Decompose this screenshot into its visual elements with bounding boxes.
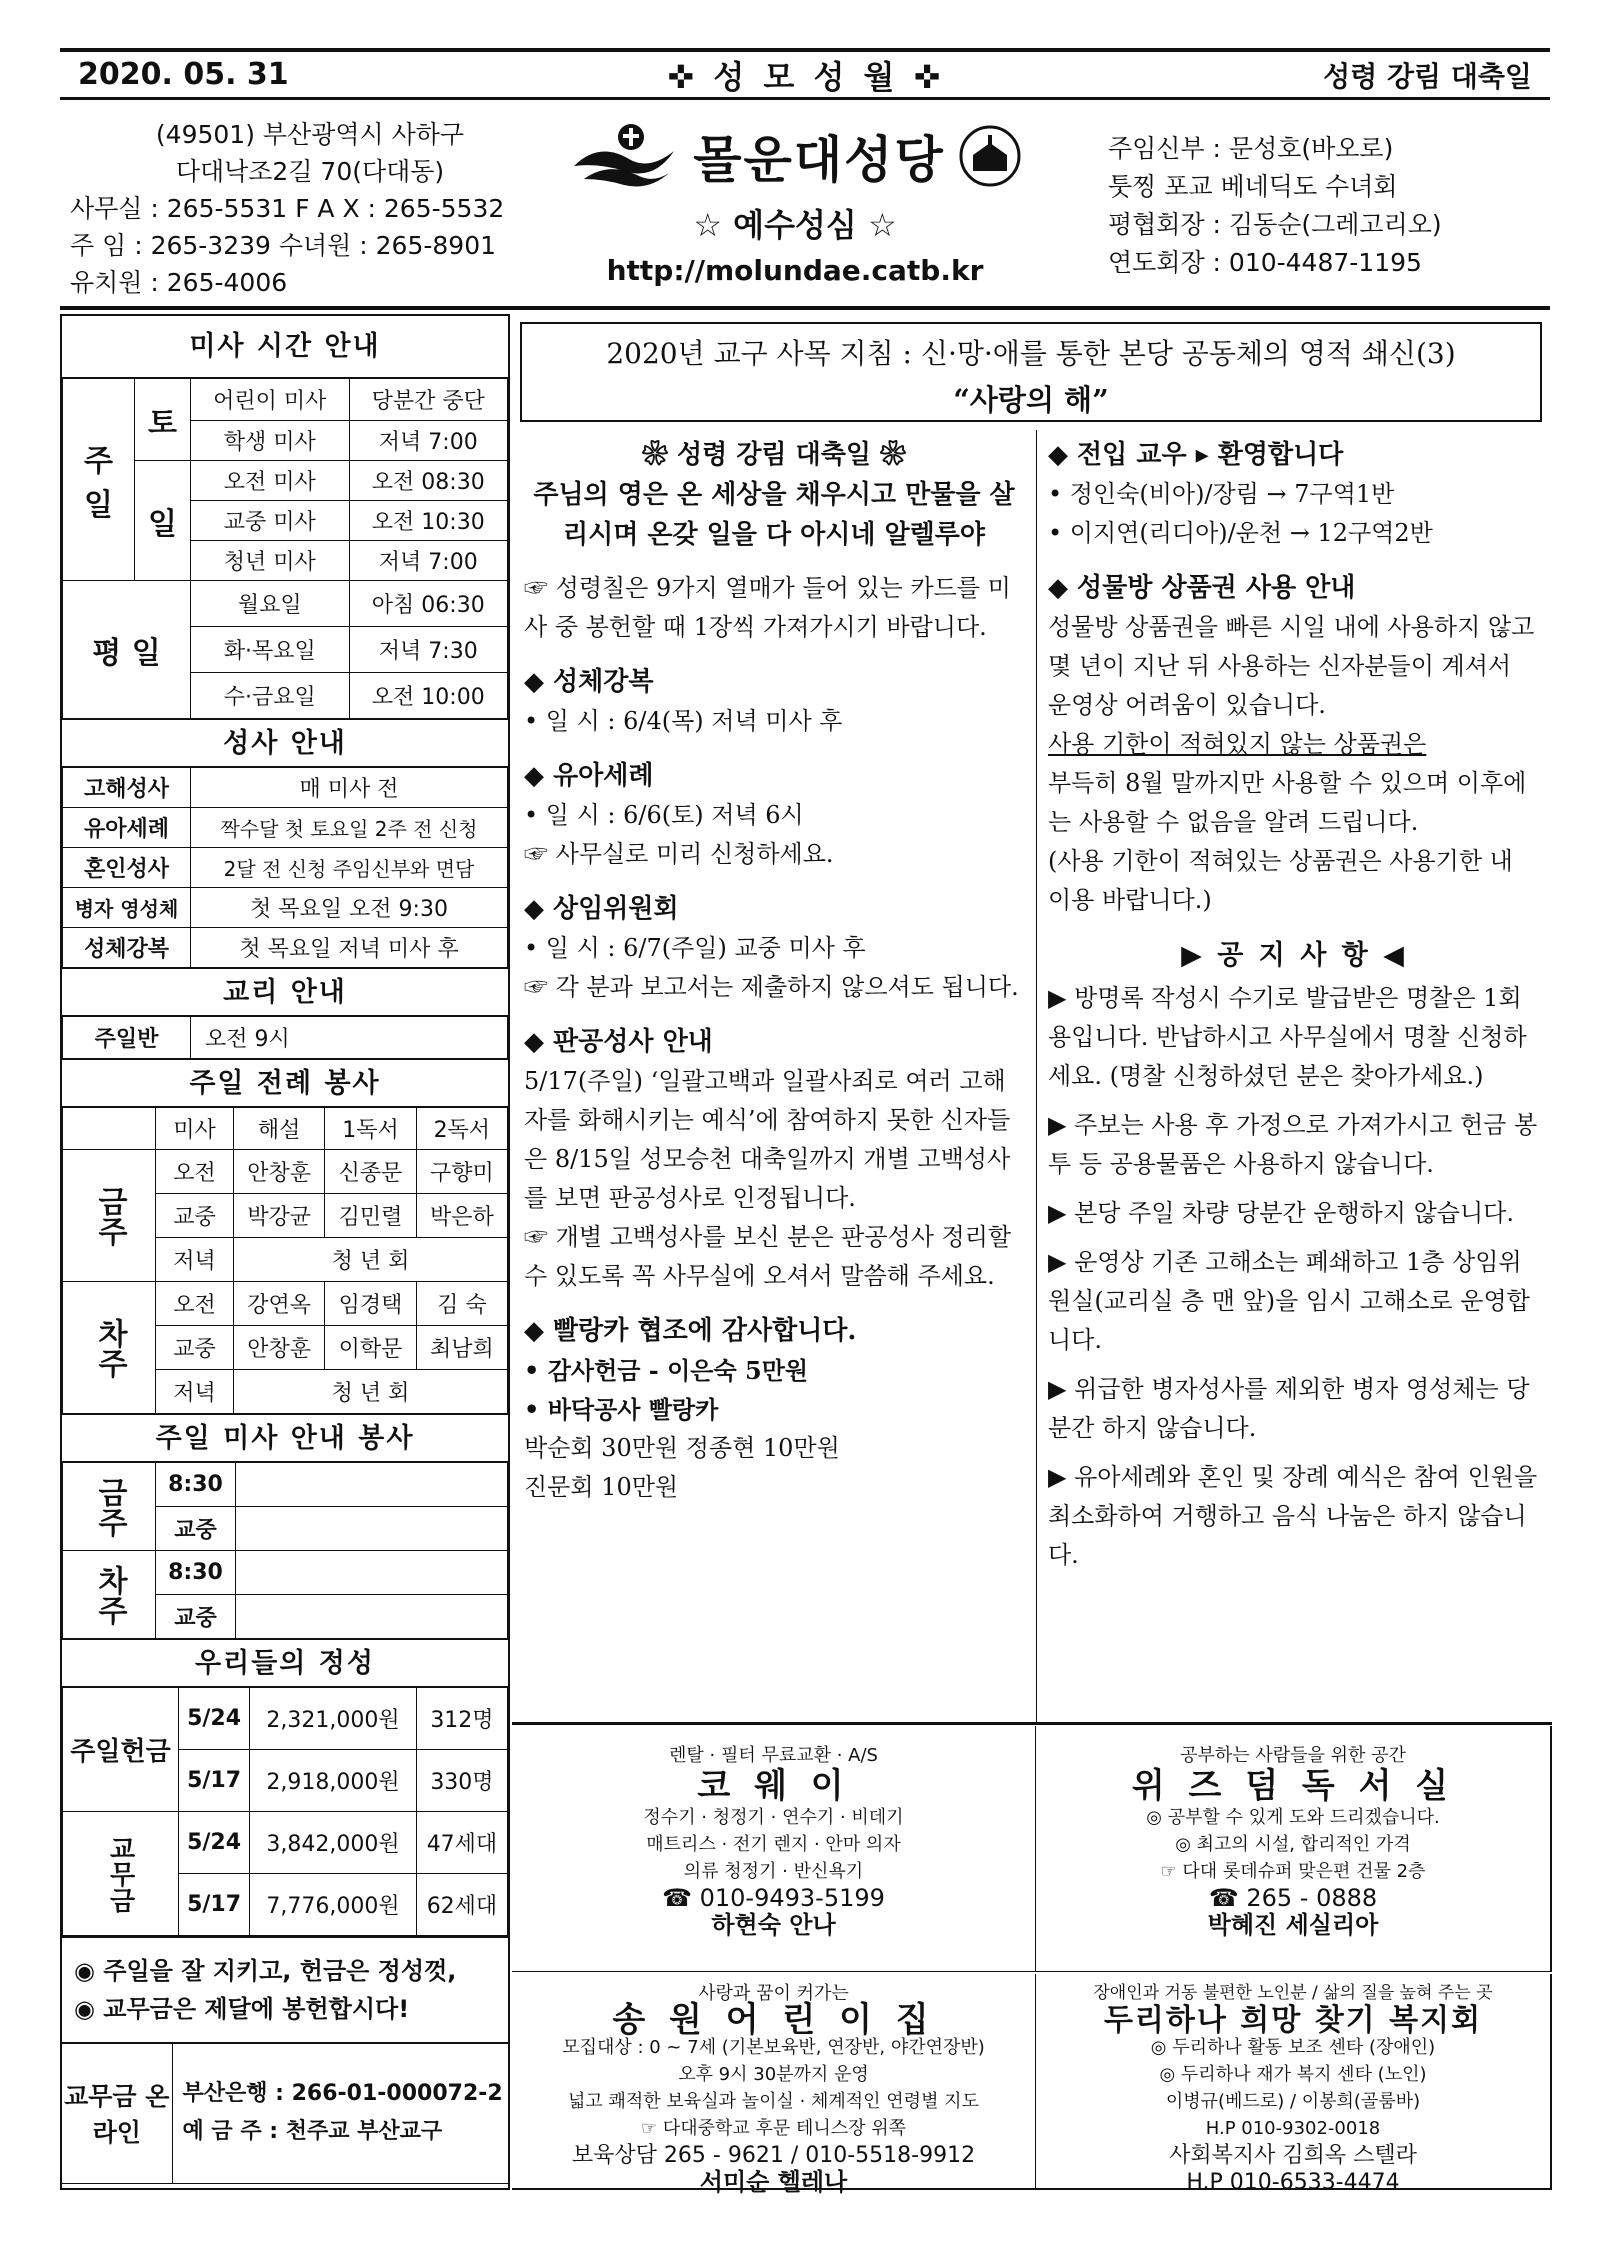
feast-heading: ❀ 성령 강림 대축일 ❀ [641,440,907,470]
ad-line: 모집대상 : 0 ~ 7세 (기본보육반, 연장반, 야간연장반) [562,2037,985,2058]
pastoral-banner [520,322,1542,422]
guide-title: 주일 미사 안내 봉사 [62,1414,508,1462]
article-line: • 일 시 : 6/7(주일) 교중 미사 후 [524,934,866,962]
liturgy-cell: 안창훈 [234,1150,325,1194]
ad-line: ◎ 두리하나 재가 복지 센타 (노인) [1159,2064,1427,2085]
dues-label: 교무금 [63,1812,179,1936]
guide-time: 교중 [156,1507,236,1551]
notice-item: ▶ 본당 주일 차량 당분간 운행하지 않습니다. [1048,1199,1514,1227]
mass-name: 화·목요일 [191,627,350,673]
liturgy-cell: 이학문 [325,1326,416,1370]
ad-line: 의류 청정기 · 반신욕기 [683,1861,864,1882]
article-line: 진문회 10만원 [524,1473,679,1501]
liturgy-head: 해설 [234,1108,325,1150]
guide-next-label: 차주 [63,1551,156,1639]
liturgy-head: 미사 [156,1108,234,1150]
ad-study-room [1036,1726,1552,1972]
offering-date: 5/24 [179,1812,250,1874]
sacrament-name: 고해성사 [63,768,191,808]
sacrament-info: 짝수달 첫 토요일 2주 전 신청 [191,808,508,848]
mass-table [62,378,508,719]
ad-subtitle: 공부하는 사람들을 위한 공간 [1180,1745,1406,1766]
article-line: ☞ 개별 고백성사를 보신 분은 판공성사 정리할 수 있도록 꼭 사무실에 오셔서 말씀해 주세요. [524,1223,1012,1290]
sacrament-info: 첫 목요일 오전 9:30 [191,888,508,928]
sat-label: 토 [135,379,191,461]
ad-phone: ☎ 265 - 0888 [1208,1884,1378,1912]
offering-date: 5/24 [179,1688,250,1750]
sacrament-name: 혼인성사 [63,848,191,888]
article-line: (사용 기한이 적혀있는 상품권은 사용기한 내 이용 바랍니다.) [1048,847,1513,914]
ad-line: H.P 010-9302-0018 [1205,2118,1381,2139]
ad-phone: 보육상담 265 - 9621 / 010-5518-9912 [571,2143,976,2168]
guide-time: 교중 [156,1595,236,1639]
ad-line: ☞ 다대 롯데슈퍼 맞은편 건물 2층 [1160,1861,1426,1882]
office-phone: 사무실 : 265-5531 F A X : 265-5532 [70,194,505,223]
liturgy-title: 주일 전례 봉사 [62,1059,508,1107]
offering-count: 62세대 [416,1874,507,1936]
zip-line: (49501) 부산광역시 사하구 [155,120,465,149]
church-logo-icon [569,121,679,191]
notice-item: ▶ 운영상 기존 고해소는 폐쇄하고 1층 상임위원실(교리실 층 맨 앞)을 임시 고해소로 운영합니다. [1048,1248,1530,1354]
notice-item: ▶ 유아세례와 혼인 및 장례 예식은 참여 인원을 최소화하여 거행하고 음식 나눔은 하지 않습니다. [1048,1463,1538,1569]
doctrine-table [62,1016,508,1059]
liturgy-cell: 교중 [156,1326,234,1370]
mass-name: 교중 미사 [191,501,350,541]
offering-date: 5/17 [179,1874,250,1936]
article-line: 성물방 상품권을 빠른 시일 내에 사용하지 않고 몇 년이 지난 뒤 사용하는 신자분들이 계셔서 운영상 어려움이 있습니다. [1048,613,1535,719]
liturgy-table [62,1107,508,1414]
article-heading: ◆ 성체강복 [524,667,654,697]
sacrament-info: 첫 목요일 저녁 미사 후 [191,928,508,968]
article-heading: ◆ 유아세례 [524,761,654,791]
liturgy-cell: 김민렬 [325,1194,416,1238]
liturgy-cell: 청 년 회 [234,1238,508,1282]
ad-subtitle: 장애인과 거동 불편한 노인분 / 삶의 질을 높혀 주는 곳 [1093,1983,1493,2003]
mass-name: 어린이 미사 [191,379,350,421]
ad-line: ☞ 다대중학교 후문 테니스장 위쪽 [640,2118,907,2139]
guide-table [62,1462,508,1639]
pastor-line: 주임신부 : 문성호(바오로) [1108,134,1394,163]
sacrament-info: 매 미사 전 [191,768,508,808]
liturgy-cell: 구향미 [416,1150,507,1194]
top-bar [60,48,1550,100]
doctrine-label: 주일반 [63,1017,191,1059]
liturgy-cell: 최남희 [416,1326,507,1370]
mass-time: 오전 10:00 [349,673,508,719]
notice-item: ▶ 위급한 병자성사를 제외한 병자 영성체는 당분간 하지 않습니다. [1048,1375,1530,1442]
article-line: • 바닥공사 빨랑카 [524,1395,719,1424]
liturgy-cell: 임경택 [325,1282,416,1326]
notice-item: ▶ 주보는 사용 후 가정으로 가져가시고 헌금 봉투 등 공용물품은 사용하지 않습니다. [1048,1111,1538,1178]
doctrine-title: 교리 안내 [62,968,508,1016]
mass-time: 오전 08:30 [349,461,508,501]
left-column [60,314,510,2190]
doctrine-value: 오전 9시 [191,1017,508,1059]
column-divider [1036,430,1037,1722]
mass-time: 오전 10:30 [349,501,508,541]
article-line: • 감사헌금 - 이은숙 5만원 [524,1356,809,1385]
prayer-line: 연도회장 : 010-4487-1195 [1108,248,1422,277]
ads-divider [512,1722,1552,1725]
liturgy-cell: 저녁 [156,1238,234,1282]
council-line: 평협회장 : 김동순(그레고리오) [1108,210,1442,239]
liturgy-head: 1독서 [325,1108,416,1150]
liturgy-head: 2독서 [416,1108,507,1150]
motto: ☆ 예수성심 ☆ [693,206,897,244]
offering-table [62,1687,508,1936]
article-line: • 이지연(리디아)/운천 → 12구역2반 [1048,519,1433,547]
article-heading: ◆ 상임위원회 [524,894,679,924]
online-label: 교무금 온라인 [62,2043,172,2183]
ad-subtitle: 렌탈 · 필터 무료교환 · A/S [669,1745,878,1766]
address-block [70,116,550,301]
article-heading: ◆ 판공성사 안내 [524,1027,713,1057]
weekday-label: 평 일 [63,581,191,719]
ad-line: ◎ 최고의 시설, 합리적인 가격 [1175,1834,1411,1855]
liturgy-cell: 박강균 [234,1194,325,1238]
middle-column [512,436,1036,1507]
mass-time: 저녁 7:30 [349,627,508,673]
article-line: 박순회 30만원 정종현 10만원 [524,1434,840,1462]
article-line: • 일 시 : 6/6(토) 저녁 6시 [524,801,804,829]
banner-line: 2020년 교구 사목 지침 : 신·망·애를 통한 본당 공동체의 영적 쇄신(3) [606,337,1456,370]
article-line: 사용 기한이 적혀있지 않는 상품권은 [1048,730,1427,758]
ad-line: 이병규(베드로) / 이봉희(골룸바) [1165,2091,1421,2112]
mass-time: 저녁 7:00 [349,541,508,581]
mass-title: 미사 시간 안내 [62,316,508,378]
issue-date: 2020. 05. 31 [78,57,289,92]
mass-name: 청년 미사 [191,541,350,581]
ad-line: 넓고 쾌적한 보육실과 놀이실 · 체계적인 연령별 지도 [568,2091,979,2112]
liturgy-cell: 청 년 회 [234,1370,508,1414]
mass-time: 저녁 7:00 [349,421,508,461]
liturgy-cell: 박은하 [416,1194,507,1238]
next-week-label: 차주 [63,1282,156,1414]
sunday-label: 주 일 [63,379,135,581]
mass-name: 학생 미사 [191,421,350,461]
offering-date: 5/17 [179,1750,250,1812]
rectory-phone: 주 임 : 265-3239 수녀원 : 265-8901 [70,231,496,260]
banner-slogan: “사랑의 해” [953,383,1109,417]
offering-amount: 2,321,000원 [250,1688,417,1750]
sacrament-title: 성사 안내 [62,719,508,767]
article-line: 부득히 8월 말까지만 사용할 수 있으며 이후에는 사용할 수 없음을 알려 드립니다. [1048,769,1527,836]
sacrament-name: 병자 영성체 [63,888,191,928]
feast-title: 성령 강림 대축일 [1323,59,1532,93]
ad-line: 매트리스 · 전기 렌지 · 안마 의자 [646,1834,901,1855]
liturgy-cell: 김 숙 [416,1282,507,1326]
sacrament-name: 성체강복 [63,928,191,968]
guide-time: 8:30 [156,1463,236,1507]
sacrament-name: 유아세례 [63,808,191,848]
feast-antiphon: 주님의 영은 온 세상을 채우시고 만물을 살리시며 온갖 일을 다 아시네 알렐루야 [533,480,1015,550]
bank-account: 부산은행 : 266-01-000072-2 [182,2081,503,2107]
ad-title: 위 즈 덤 독 서 실 [1131,1766,1455,1806]
offering-count: 47세대 [416,1812,507,1874]
ad-welfare [1036,1974,1552,2195]
liturgy-cell: 강연옥 [234,1282,325,1326]
ad-contact: 박혜진 세실리아 [1207,1911,1379,1939]
right-column [1038,436,1550,1575]
header-divider [60,306,1550,310]
ad-contact: 하현숙 안나 [711,1911,836,1939]
month-title: ✜ 성 모 성 월 ✜ [667,57,945,96]
offering-count: 312명 [416,1688,507,1750]
ad-contact: 서미순 헬레나 [699,2168,848,2196]
offering-title: 우리들의 정성 [62,1639,508,1687]
article-line: • 정인숙(비아)/장림 → 7구역1반 [1048,480,1395,508]
guide-time: 8:30 [156,1551,236,1595]
ad-line: 오후 9시 30분까지 운영 [678,2064,869,2085]
offering-reminder [62,1936,508,2042]
ad-coway [512,1726,1036,1972]
sacrament-table [62,767,508,968]
sunday-offering-label: 주일헌금 [63,1688,179,1812]
offering-amount: 2,918,000원 [250,1750,417,1812]
liturgy-cell: 신종문 [325,1150,416,1194]
staff-block [1108,130,1568,282]
website-link[interactable]: http://molundae.catb.kr [606,254,984,287]
liturgy-cell: 저녁 [156,1370,234,1414]
offering-count: 330명 [416,1750,507,1812]
account-holder: 예 금 주 : 천주교 부산교구 [182,2119,443,2145]
kinder-phone: 유치원 : 265-4006 [70,268,288,297]
church-header [560,120,1030,287]
article-line: ☞ 각 분과 보고서는 제출하지 않으셔도 됩니다. [524,973,1019,1001]
reminder-line: ◉ 교무금은 제달에 봉헌합시다! [74,1995,410,2023]
article-heading: ◆ 빨랑카 협조에 감사합니다. [524,1316,857,1346]
liturgy-cell: 오전 [156,1282,234,1326]
ad-line: 정수기 · 청정기 · 연수기 · 비데기 [643,1807,904,1828]
liturgy-cell: 오전 [156,1150,234,1194]
ad-contact: 사회복지사 김희옥 스텔라 [1169,2143,1417,2168]
ad-line: ◎ 두리하나 활동 보조 센타 (장애인) [1150,2037,1436,2058]
notices-title: ▶ 공 지 사 항 ◀ [1181,940,1407,971]
mass-name: 월요일 [191,581,350,627]
sacrament-info: 2달 전 신청 주임신부와 면담 [191,848,508,888]
offering-amount: 3,842,000원 [250,1812,417,1874]
ad-phone: ☎ 010-9493-5199 [662,1884,885,1912]
sisters-line: 툿찡 포교 베네딕도 수녀회 [1108,172,1398,201]
this-week-label: 금주 [63,1150,156,1282]
liturgy-cell: 교중 [156,1194,234,1238]
sun-label: 일 [135,461,191,581]
ad-phone: H.P 010-6533-4474 [1186,2170,1400,2195]
ad-subtitle: 사랑과 꿈이 커가는 [698,1983,849,2004]
online-table [62,2042,508,2184]
article-heading: ◆ 성물방 상품권 사용 안내 [1048,573,1356,603]
church-name: 몰운대성당 [693,131,945,189]
mass-time: 당분간 중단 [349,379,508,421]
mass-time: 아침 06:30 [349,581,508,627]
ad-kindergarten [512,1974,1036,2196]
mass-name: 오전 미사 [191,461,350,501]
mass-name: 수·금요일 [191,673,350,719]
article-line: 5/17(주일) ‘일괄고백과 일괄사죄로 여러 고해자를 화해시키는 예식’에 참여하지 못한 신자들은 8/15일 성모승천 대축일까지 개별 고백성사를 보면 판공성사로 인정됩니다. [524,1067,1011,1212]
article-line: ☞ 사무실로 미리 신청하세요. [524,840,834,868]
street-line: 다대낙조2길 70(다대동) [175,157,445,186]
ad-title: 송 원 어 린 이 집 [612,2000,935,2040]
feast-card-note: ☞ 성령칠은 9가지 열매가 들어 있는 카드를 미사 중 봉헌할 때 1장씩 가져가시기 바랍니다. [524,574,1011,641]
guide-this-label: 금주 [63,1463,156,1551]
reminder-line: ◉ 주일을 잘 지키고, 헌금은 정성껏, [74,1957,457,1985]
church-building-icon [959,125,1021,187]
article-heading: ◆ 전입 교우 ▸ 환영합니다 [1048,440,1344,470]
ad-title: 코 웨 이 [697,1766,850,1806]
offering-amount: 7,776,000원 [250,1874,417,1936]
ad-title: 두리하나 희망 찾기 복지회 [1103,2003,1483,2038]
liturgy-cell: 안창훈 [234,1326,325,1370]
article-line: • 일 시 : 6/4(목) 저녁 미사 후 [524,707,843,735]
notice-item: ▶ 방명록 작성시 수기로 발급받은 명찰은 1회용입니다. 반납하시고 사무실에서 명찰 신청하세요. (명찰 신청하셨던 분은 찾아가세요.) [1048,984,1527,1090]
ad-line: ◎ 공부할 수 있게 도와 드리겠습니다. [1146,1807,1440,1828]
